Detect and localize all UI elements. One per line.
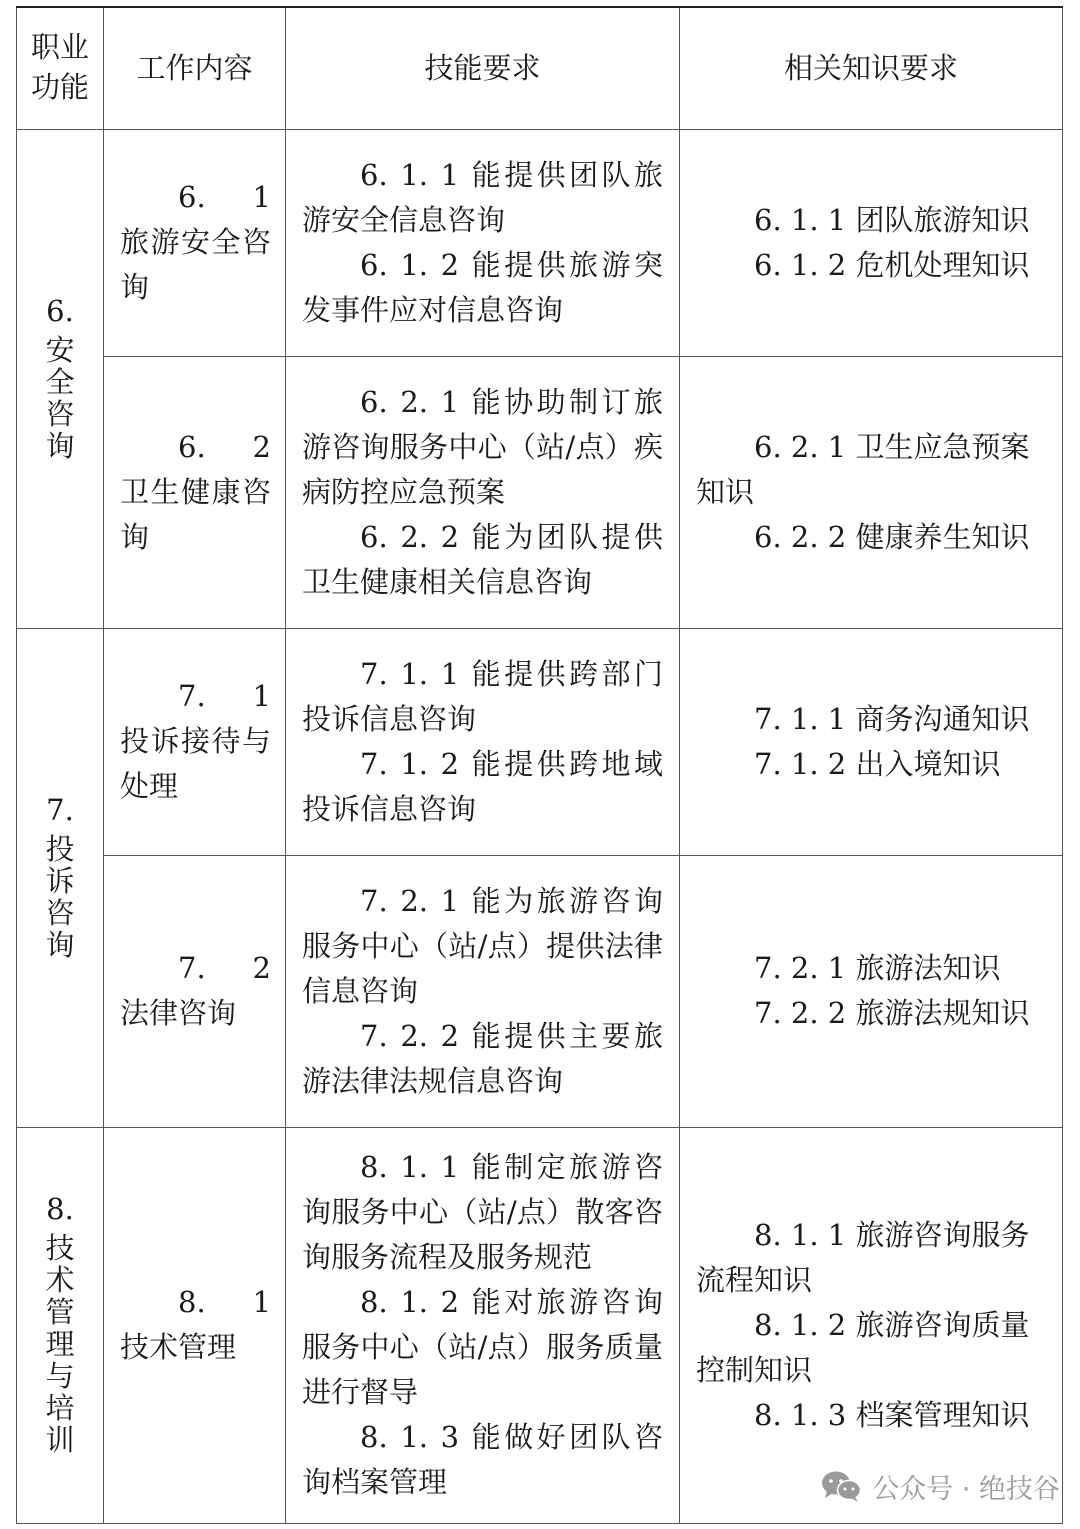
skill-cell xyxy=(286,129,680,356)
skill-item: 7. 1. 2 能提供跨地域投诉信息咨询 xyxy=(302,746,663,826)
knowledge-item: 6. 1. 2 危机处理知识 xyxy=(754,247,1030,282)
knowledge-cell xyxy=(680,628,1063,855)
watermark xyxy=(820,1466,1060,1506)
skill-item: 7. 2. 2 能提供主要旅游法律法规信息咨询 xyxy=(302,1018,663,1098)
header-skill: 技能要求 xyxy=(286,7,680,129)
content-cell: 7. 2 法律咨询 xyxy=(104,855,286,1127)
skill-cell xyxy=(286,855,680,1127)
skill-item: 8. 1. 3 能做好团队咨询档案管理 xyxy=(302,1420,663,1499)
func-cell-6 xyxy=(17,129,104,628)
header-knowledge: 相关知识要求 xyxy=(680,7,1063,129)
skill-item: 7. 2. 1 能为旅游咨询服务中心（站/点）提供法律信息咨询 xyxy=(302,883,663,1008)
knowledge-item: 6. 1. 1 团队旅游知识 xyxy=(754,202,1030,237)
skill-cell xyxy=(286,356,680,628)
func-cell-7 xyxy=(17,628,104,1127)
knowledge-item: 7. 1. 2 出入境知识 xyxy=(754,746,1001,781)
knowledge-item: 8. 1. 1 旅游咨询服务流程知识 xyxy=(696,1217,1030,1297)
func-name: 技术管理与培训 xyxy=(45,1231,75,1457)
knowledge-cell xyxy=(680,855,1063,1127)
skill-item: 6. 2. 2 能为团队提供卫生健康相关信息咨询 xyxy=(302,519,663,599)
knowledge-cell xyxy=(680,129,1063,356)
func-cell-8 xyxy=(17,1127,104,1523)
content-cell: 8. 1 技术管理 xyxy=(104,1127,286,1523)
wechat-icon xyxy=(820,1469,862,1503)
content-cell: 7. 1 投诉接待与处理 xyxy=(104,628,286,855)
content-cell: 6. 2 卫生健康咨询 xyxy=(104,356,286,628)
skill-item: 6. 1. 1 能提供团队旅游安全信息咨询 xyxy=(302,157,663,237)
skill-cell xyxy=(286,628,680,855)
func-num: 6. xyxy=(46,293,74,328)
func-num: 8. xyxy=(46,1192,74,1226)
func-name: 投诉咨询 xyxy=(45,831,75,962)
skill-item: 7. 1. 1 能提供跨部门投诉信息咨询 xyxy=(302,656,663,736)
table-row xyxy=(17,628,1063,855)
knowledge-item: 7. 2. 1 旅游法知识 xyxy=(754,951,1001,985)
knowledge-cell xyxy=(680,1127,1063,1523)
knowledge-item: 8. 1. 3 档案管理知识 xyxy=(754,1397,1030,1432)
knowledge-item: 7. 2. 2 旅游法规知识 xyxy=(754,996,1030,1030)
knowledge-item: 8. 1. 2 旅游咨询质量控制知识 xyxy=(696,1307,1030,1387)
table-row xyxy=(17,1127,1063,1523)
knowledge-item: 6. 2. 1 卫生应急预案知识 xyxy=(696,429,1030,509)
watermark-text: 公众号 · 绝技谷 xyxy=(872,1473,1060,1505)
knowledge-item: 7. 1. 1 商务沟通知识 xyxy=(754,701,1030,736)
func-name: 安全咨询 xyxy=(45,332,75,463)
knowledge-cell xyxy=(680,356,1063,628)
requirements-table xyxy=(16,6,1063,1524)
skill-cell xyxy=(286,1127,680,1523)
skill-item: 8. 1. 2 能对旅游咨询服务中心（站/点）服务质量进行督导 xyxy=(302,1285,663,1409)
skill-item: 8. 1. 1 能制定旅游咨询服务中心（站/点）散客咨询服务流程及服务规范 xyxy=(302,1150,663,1274)
skill-item: 6. 2. 1 能协助制订旅游咨询服务中心（站/点）疾病防控应急预案 xyxy=(302,384,663,509)
knowledge-item: 6. 2. 2 健康养生知识 xyxy=(754,519,1030,554)
table-row xyxy=(17,356,1063,628)
header-func: 职业功能 xyxy=(17,7,104,129)
table-row xyxy=(17,855,1063,1127)
skill-item: 6. 1. 2 能提供旅游突发事件应对信息咨询 xyxy=(302,247,663,327)
table-row xyxy=(17,129,1063,356)
header-content: 工作内容 xyxy=(104,7,286,129)
header-row xyxy=(17,7,1063,129)
content-cell: 6. 1 旅游安全咨询 xyxy=(104,129,286,356)
func-num: 7. xyxy=(46,792,74,827)
